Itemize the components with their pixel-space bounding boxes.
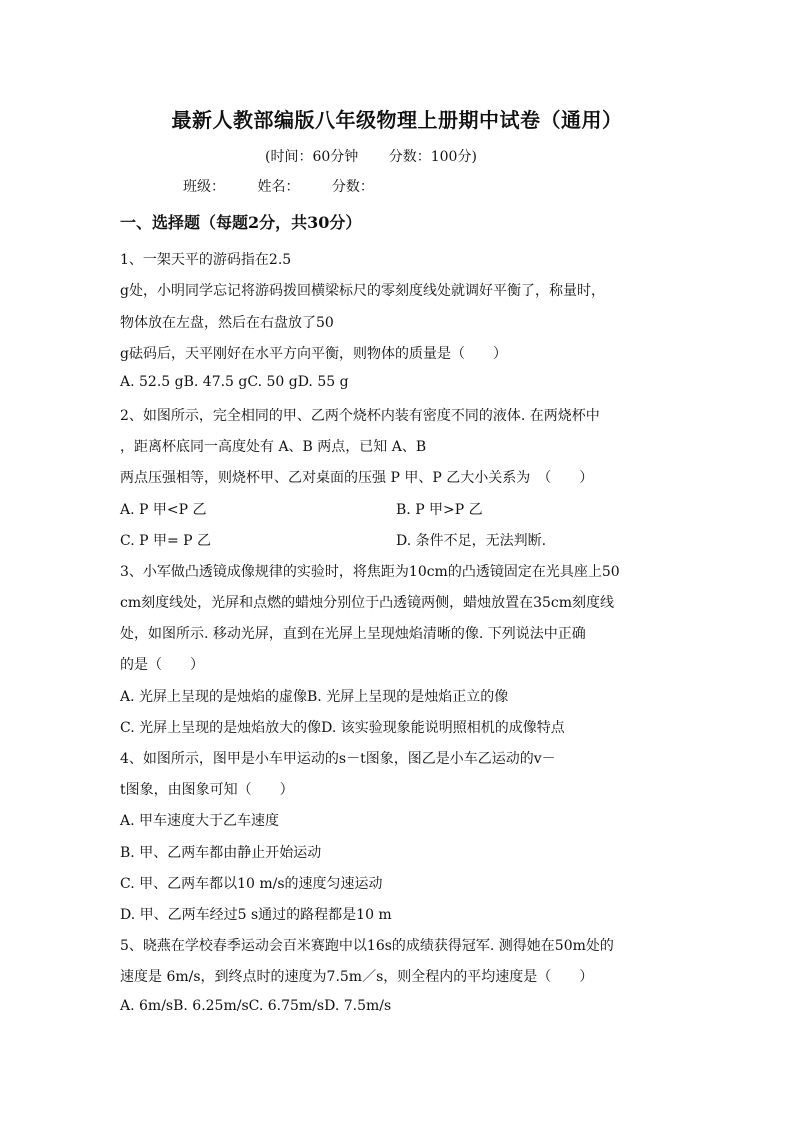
question-4-line-1: 4、如图所示，图甲是小车甲运动的s－t图象，图乙是小车乙运动的v－: [120, 751, 556, 767]
page-title: 最新人教部编版八年级物理上册期中试卷（通用）: [171, 108, 623, 132]
question-2-option-a: A. P 甲<P 乙: [120, 502, 207, 518]
question-5-line-1: 5、晓燕在学校春季运动会百米赛跑中以16s的成绩获得冠军. 测得她在50m处的: [120, 938, 614, 954]
question-3-options-cd: C. 光屏上呈现的是烛焰放大的像D. 该实验现象能说明照相机的成像特点: [120, 720, 565, 736]
question-3-line-2: cm刻度线处，光屏和点燃的蜡烛分别位于凸透镜两侧，蜡烛放置在35cm刻度线: [120, 595, 615, 611]
time-limit: (时间：60分钟: [265, 149, 359, 165]
question-5-line-2: 速度是 6m/s，到终点时的速度为7.5m／s，则全程内的平均速度是（ ）: [120, 969, 594, 985]
total-score: 分数：100分): [388, 149, 477, 165]
question-4-option-b: B. 甲、乙两车都由静止开始运动: [120, 845, 322, 861]
question-2-option-b: B. P 甲>P 乙: [396, 502, 483, 518]
question-2-line-3: 两点压强相等，则烧杯甲、乙对桌面的压强 P 甲、P 乙大小关系为 （ ）: [120, 470, 594, 486]
name-label: 姓名：: [257, 179, 300, 195]
question-4-line-2: t图象，由图象可知（ ）: [120, 782, 294, 798]
question-2-option-c: C. P 甲= P 乙: [120, 533, 212, 549]
question-4-option-d: D. 甲、乙两车经过5 s通过的路程都是10 m: [120, 907, 392, 923]
question-5-options: A. 6m/sB. 6.25m/sC. 6.75m/sD. 7.5m/s: [120, 998, 392, 1014]
class-label: 班级：: [183, 179, 225, 195]
question-3-options-ab: A. 光屏上呈现的是烛焰的虚像B. 光屏上呈现的是烛焰正立的像: [120, 689, 509, 705]
question-1-line-3: 物体放在左盘，然后在右盘放了50: [120, 315, 334, 331]
question-1-options: A. 52.5 gB. 47.5 gC. 50 gD. 55 g: [120, 374, 349, 390]
question-1-line-1: 1、一架天平的游码指在2.5: [120, 252, 292, 268]
question-2-option-d: D. 条件不足，无法判断.: [396, 533, 547, 549]
exam-meta: [265, 146, 503, 166]
question-1-line-2: g处，小明同学忘记将游码拨回横梁标尺的零刻度线处就调好平衡了，称量时，: [120, 283, 605, 299]
section-title: 一、选择题（每题2分，共30分）: [120, 213, 362, 232]
student-info: [183, 176, 402, 196]
question-1-line-4: g砝码后，天平刚好在水平方向平衡，则物体的质量是（ ）: [120, 346, 507, 362]
question-2-line-2: ，距离杯底同一高度处有 A、B 两点，已知 A、B: [120, 439, 427, 455]
score-label: 分数：: [331, 179, 374, 195]
question-4-option-c: C. 甲、乙两车都以10 m/s的速度匀速运动: [120, 876, 383, 892]
question-3-line-1: 3、小军做凸透镜成像规律的实验时，将焦距为10cm的凸透镜固定在光具座上50: [120, 564, 620, 580]
question-2-line-1: 2、如图所示，完全相同的甲、乙两个烧杯内装有密度不同的液体. 在两烧杯中: [120, 408, 600, 424]
question-4-option-a: A. 甲车速度大于乙车速度: [120, 813, 280, 829]
question-3-line-4: 的是（ ）: [120, 657, 204, 673]
question-3-line-3: 处，如图所示. 移动光屏，直到在光屏上呈现烛焰清晰的像. 下列说法中正确: [120, 626, 586, 642]
